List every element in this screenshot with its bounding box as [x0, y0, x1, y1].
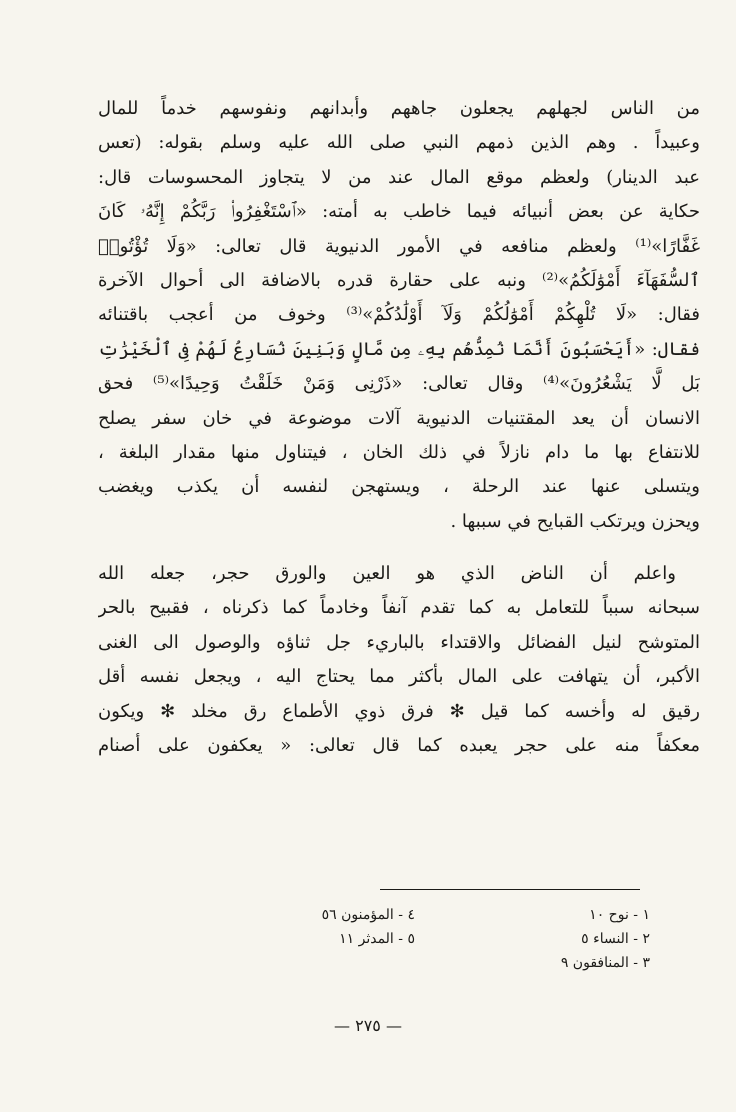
text-line: حكاية عن بعض أنبيائه فيما خاطب به أمته: «ٱسْتَغْفِرُوا۟ رَبَّكُمْ إِنَّهُۥ كَانَ [98, 201, 700, 223]
footnote-divider [380, 889, 640, 890]
text-line: فقال: «أَيَحْسَبُونَ أَنَّمَا نُمِدُّهُم بِهِۦ مِن مَّالٍ وَبَنِينَ نُسَارِعُ لَهُمْ فِى ٱلْخَيْرَٰتِ [98, 338, 700, 360]
text-line: من الناس لجهلهم يجعلون جاههم وأبدانهم ونفوسهم خدماً للمال [98, 98, 700, 119]
footnotes [200, 903, 650, 975]
footnote: ٢ - النساء ٥ [581, 931, 650, 947]
text-line: غَفَّارًا»⁽¹⁾ ولعظم منافعه في الأمور الدنيوية قال تعالى: «وَلَا تُؤْتُوا۟ [98, 235, 700, 257]
text-line: معكفاً منه على حجر يعبده كما قال تعالى: « يعكفون على أصنام [98, 735, 700, 757]
text-line: بَل لَّا يَشْعُرُونَ»⁽⁴⁾ وقال تعالى: «ذَرْنِى وَمَنْ خَلَقْتُ وَحِيدًا»⁽⁵⁾ فحق [98, 373, 700, 395]
text-line: للانتفاع بها ما دام نازلاً في ذلك الخان ، فيتناول منها مقدار البلغة ، [98, 441, 700, 463]
footnote: ٣ - المنافقون ٩ [560, 955, 650, 971]
text-line: وعبيداً . وهم الذين ذمهم النبي صلى الله عليه وسلم بقوله: (تعس [98, 132, 700, 154]
paragraph-gap [98, 539, 700, 557]
text-line: عبد الدينار) ولعظم موقع المال عند من لا يتجاوز المحسوسات قال: [98, 166, 700, 188]
text-line: المتوشح لنيل الفضائل والاقتداء بالباريء جل ثناؤه والوصول الى الغنى [98, 631, 700, 653]
main-text [98, 92, 700, 763]
text-line: رقيق له وأخسه كما قيل ✻ فرق ذوي الأطماع رق مخلد ✻ ويكون [98, 700, 700, 722]
text-line: سبحانه سبباً للتعامل به كما تقدم آنفاً وخادماً كما ذكرناه ، فقبيح بالحر [98, 597, 700, 619]
text-line: واعلم أن الناض الذي هو العين والورق حجر، جعله الله [98, 563, 676, 585]
footnote-empty [200, 951, 415, 975]
text-line: الانسان أن يعد المقتنيات الدنيوية آلات موضوعة في خان سفر يصلح [98, 407, 700, 429]
page-number: — ٢٧٥ — [334, 1016, 402, 1035]
footnote: ٤ - المؤمنون ٥٦ [321, 907, 415, 923]
text-line: ويحزن ويرتكب القبايح في سببها . [450, 510, 700, 532]
text-line: ويتسلى عنها عند الرحلة ، ويستهجن لنفسه أن يكذب ويغضب [98, 476, 700, 498]
footnote: ١ - نوح ١٠ [589, 907, 650, 923]
text-line: الأكبر، أن يتهافت على المال بأكثر مما يحتاج اليه ، ويجعل نفسه أقل [98, 666, 700, 688]
footnote: ٥ - المدثر ١١ [339, 931, 415, 947]
text-line: ٱلسُّفَهَآءَ أَمْوَٰلَكُمُ»⁽²⁾ ونبه على حقارة قدره بالاضافة الى أحوال الآخرة [98, 269, 700, 291]
text-line: فقال: «لَا تُلْهِكُمْ أَمْوَٰلُكُمْ وَلَآ أَوْلَٰدُكُمْ»⁽³⁾ وخوف من أعجب باقتنائه [98, 304, 700, 326]
